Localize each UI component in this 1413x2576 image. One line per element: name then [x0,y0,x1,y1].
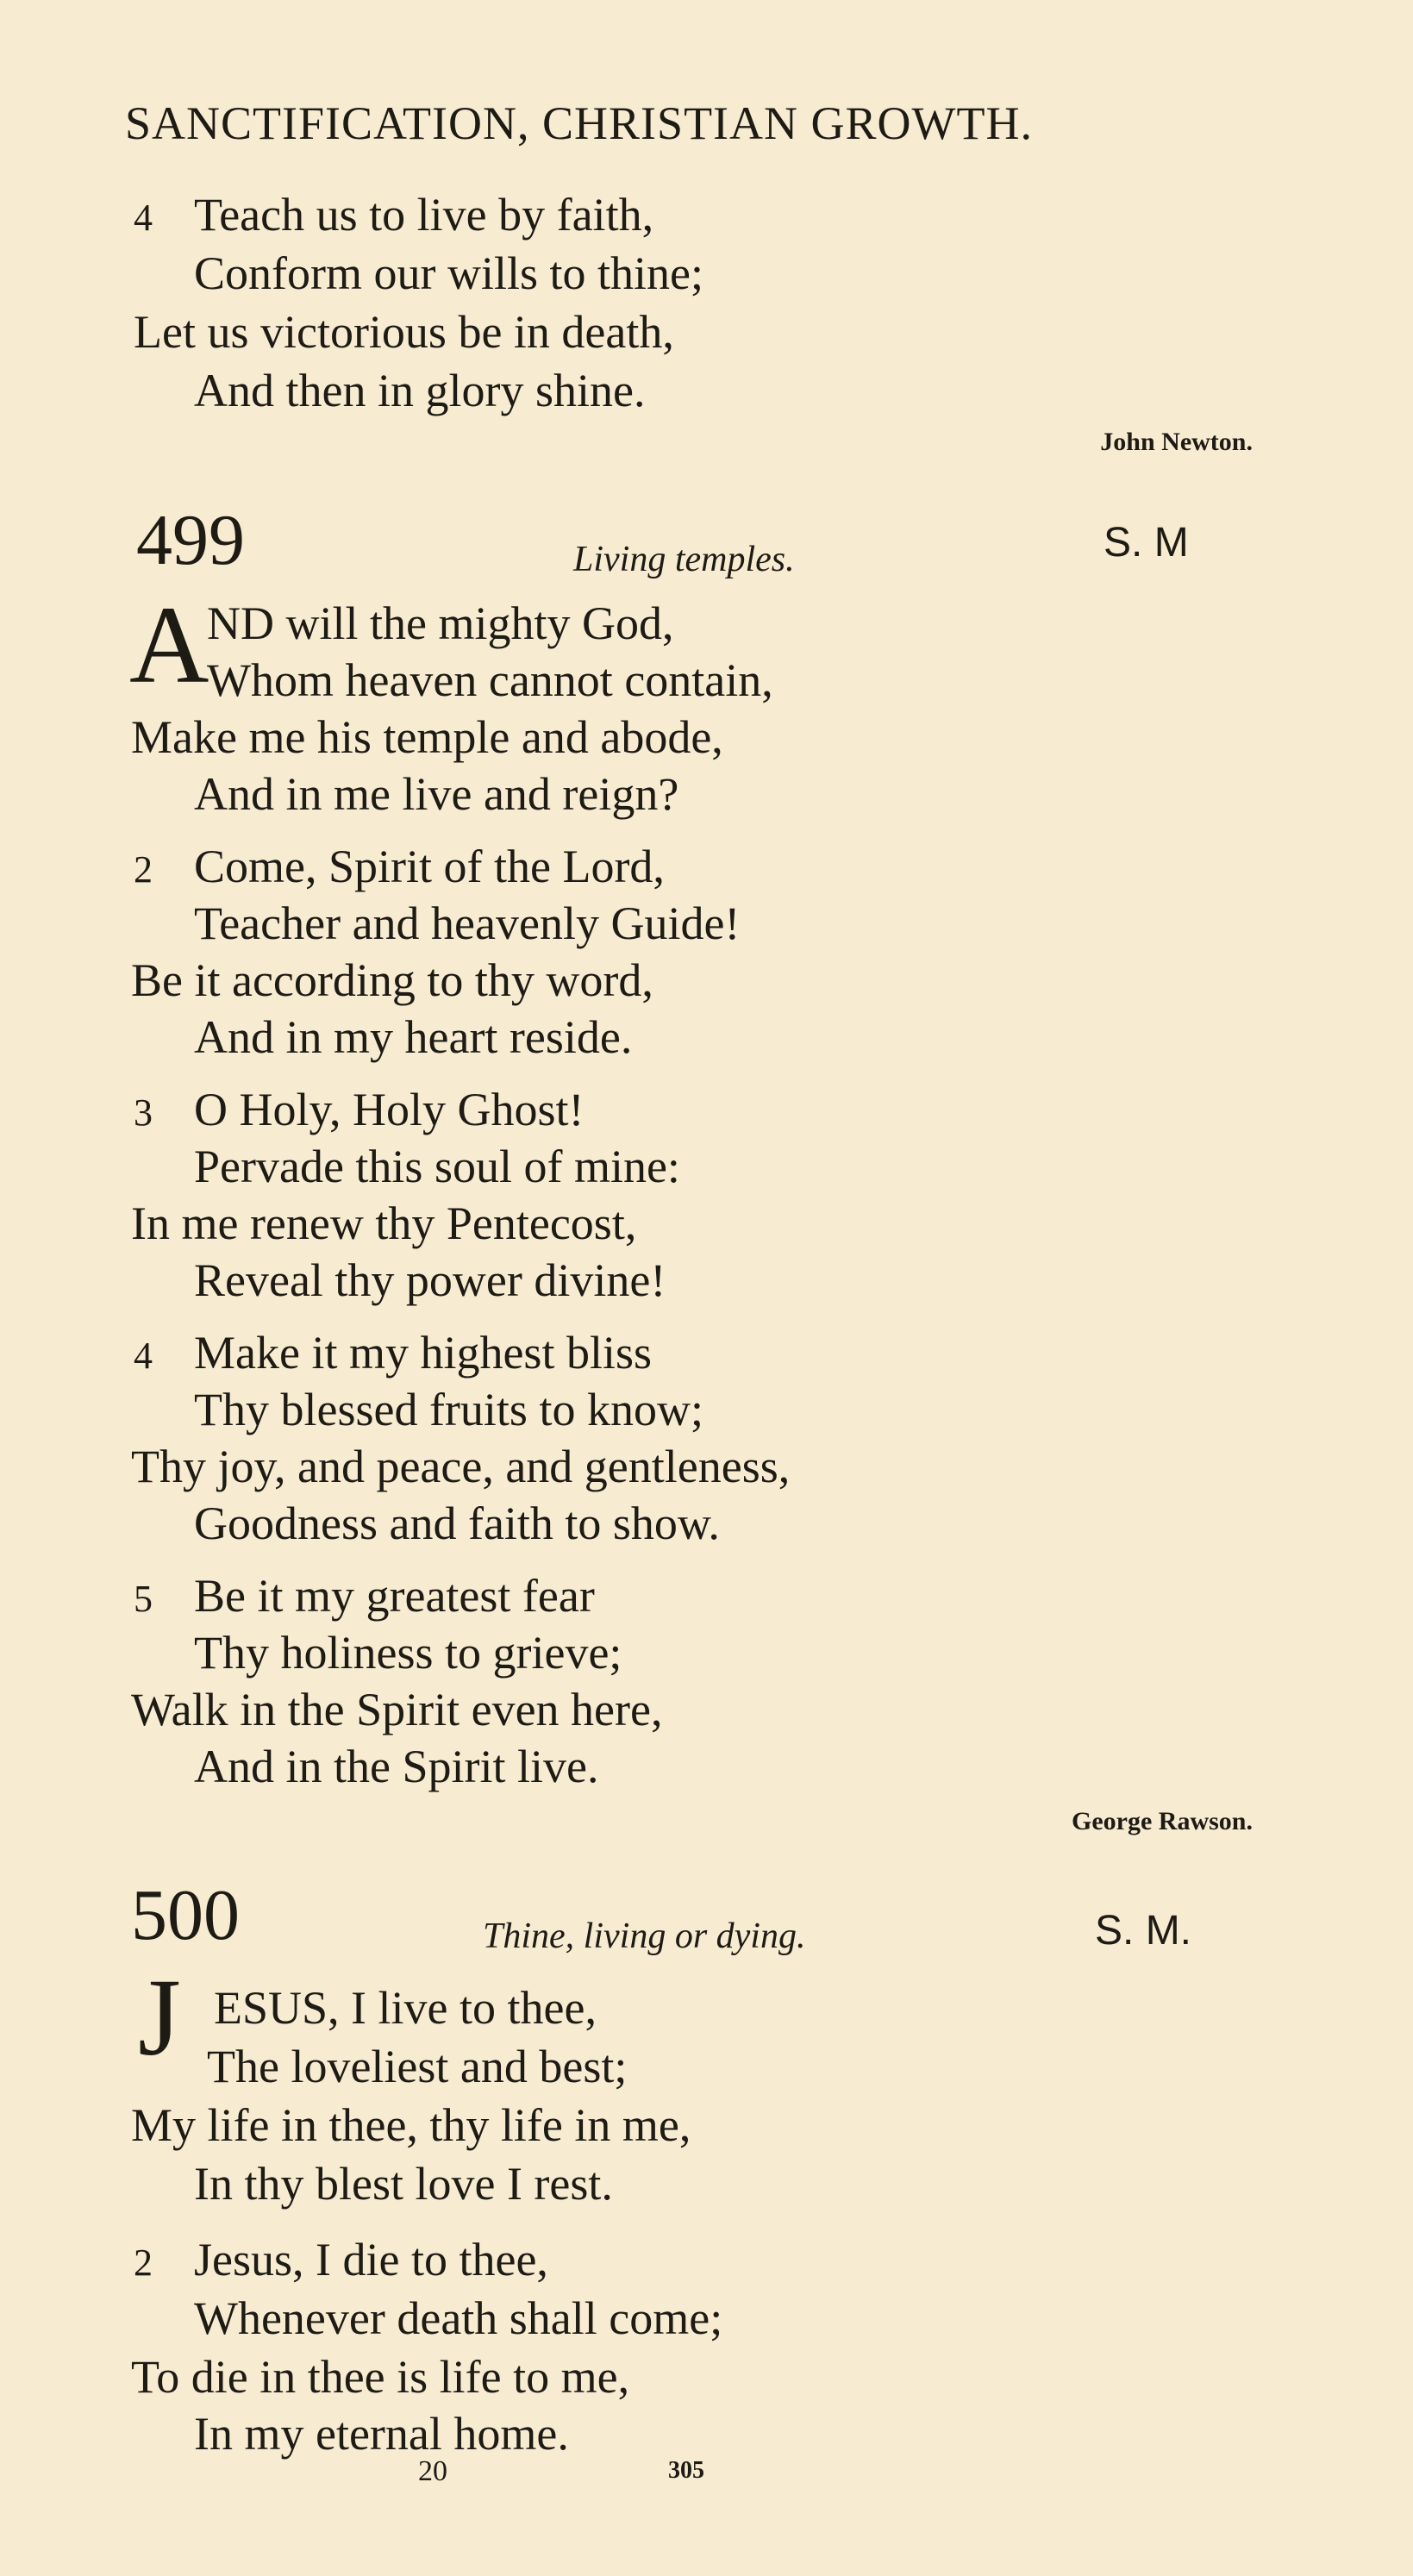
prev-verse4-line3: Let us victorious be in death, [134,306,674,358]
hymn-499-v5-line4: And in the Spirit live. [194,1741,599,1792]
hymn-499-v4-line3: Thy joy, and peace, and gentleness, [131,1441,791,1492]
verse-number: 2 [134,848,153,891]
hymn-500-v1-line4: In thy blest love I rest. [194,2158,613,2210]
hymn-499-v3-line1: 3 O Holy, Holy Ghost! [134,1084,585,1135]
hymn-500-title: Thine, living or dying. [483,1916,806,1956]
hymn-499-v5-line2: Thy holiness to grieve; [194,1627,622,1679]
hymn-500-v1-line1: ESUS, I live to thee, [214,1982,597,2034]
hymn-499-meter: S. M [1104,520,1189,566]
prev-verse4-line2: Conform our wills to thine; [194,247,703,299]
hymn-499-v2-line2: Teacher and heavenly Guide! [194,897,741,949]
hymn-500-meter: S. M. [1095,1908,1192,1954]
verse-number: 4 [134,1335,153,1377]
signature-mark: 20 [418,2455,447,2487]
hymn-499-v3-line4: Reveal thy power divine! [194,1254,666,1306]
hymn-499-title: Living temples. [573,540,795,579]
hymn-499-dropcap: A [129,584,209,706]
page-header: SANCTIFICATION, CHRISTIAN GROWTH. [125,97,1033,149]
hymn-499-v2-line3: Be it according to thy word, [131,954,653,1006]
page-number: 305 [668,2457,704,2484]
hymn-499-v1-line2: Whom heaven cannot contain, [207,654,773,706]
prev-author: John Newton. [1100,428,1253,456]
prev-verse4-line4: And then in glory shine. [194,365,646,416]
hymn-499-v1-line1: ND will the mighty God, [207,597,674,649]
hymn-499-author: George Rawson. [1072,1807,1253,1835]
hymn-500-v2-line4: In my eternal home. [194,2408,569,2460]
prev-verse4-line1: 4 Teach us to live by faith, [134,189,654,241]
verse-number: 4 [134,197,153,239]
hymn-500-dropcap: J [138,1956,181,2079]
hymn-499-v4-line1: 4 Make it my highest bliss [134,1327,652,1379]
hymn-499-v1-line4: And in me live and reign? [194,768,679,820]
hymn-499-v4-line4: Goodness and faith to show. [194,1497,720,1549]
hymn-500-v2-line2: Whenever death shall come; [194,2292,723,2344]
verse-number: 5 [134,1578,153,1620]
hymn-500-v1-line2: The loveliest and best; [207,2041,628,2092]
hymn-499-v5-line1: 5 Be it my greatest fear [134,1570,595,1622]
hymn-499-v5-line3: Walk in the Spirit even here, [131,1684,663,1735]
hymn-499-v2-line1: 2 Come, Spirit of the Lord, [134,841,665,892]
hymn-499-v3-line3: In me renew thy Pentecost, [131,1197,637,1249]
hymn-500-v2-line1: 2 Jesus, I die to thee, [134,2234,548,2285]
hymn-499-v4-line2: Thy blessed fruits to know; [194,1384,703,1435]
verse-number: 3 [134,1091,153,1134]
hymn-499-v2-line4: And in my heart reside. [194,1011,633,1063]
hymn-500-v2-line3: To die in thee is life to me, [131,2351,630,2403]
hymn-499-number: 499 [136,500,245,580]
hymn-500-v1-line3: My life in thee, thy life in me, [131,2099,691,2151]
hymn-500-number: 500 [131,1875,240,1955]
verse-number: 2 [134,2241,153,2284]
hymn-499-v1-line3: Make me his temple and abode, [131,711,723,763]
hymn-499-v3-line2: Pervade this soul of mine: [194,1141,680,1192]
